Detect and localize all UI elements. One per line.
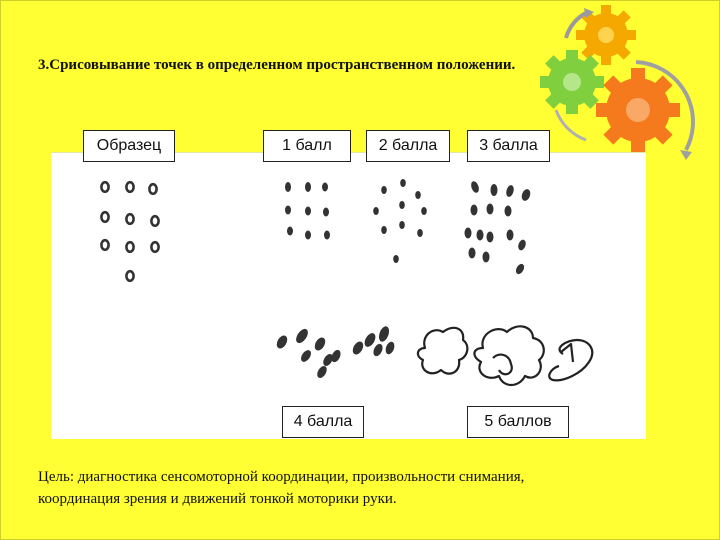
slide-title: 3.Срисовывание точек в определенном пространственном положении. (38, 57, 516, 73)
score3-drawing (460, 175, 535, 285)
goal-text (38, 466, 678, 510)
score3-label: 3 балла (467, 130, 550, 162)
goal-line-1: Цель: диагностика сенсомоторной координации, произвольности снимания, (38, 469, 525, 485)
green-gear-icon (540, 50, 604, 114)
sample-drawing (95, 175, 165, 290)
goal-line-2: координация зрения и движений тонкой моторики руки. (38, 491, 397, 507)
gears-decoration (526, 0, 720, 165)
score1-drawing (278, 175, 338, 255)
score1-label: 1 балл (263, 130, 351, 162)
score4-drawing (272, 322, 402, 382)
score5-label: 5 баллов (467, 406, 569, 438)
score2-label: 2 балла (366, 130, 450, 162)
score2-drawing (368, 175, 433, 270)
score5-drawing (413, 318, 603, 398)
orange-gear-icon (596, 68, 680, 152)
sample-label: Образец (83, 130, 175, 162)
score4-label: 4 балла (282, 406, 364, 438)
